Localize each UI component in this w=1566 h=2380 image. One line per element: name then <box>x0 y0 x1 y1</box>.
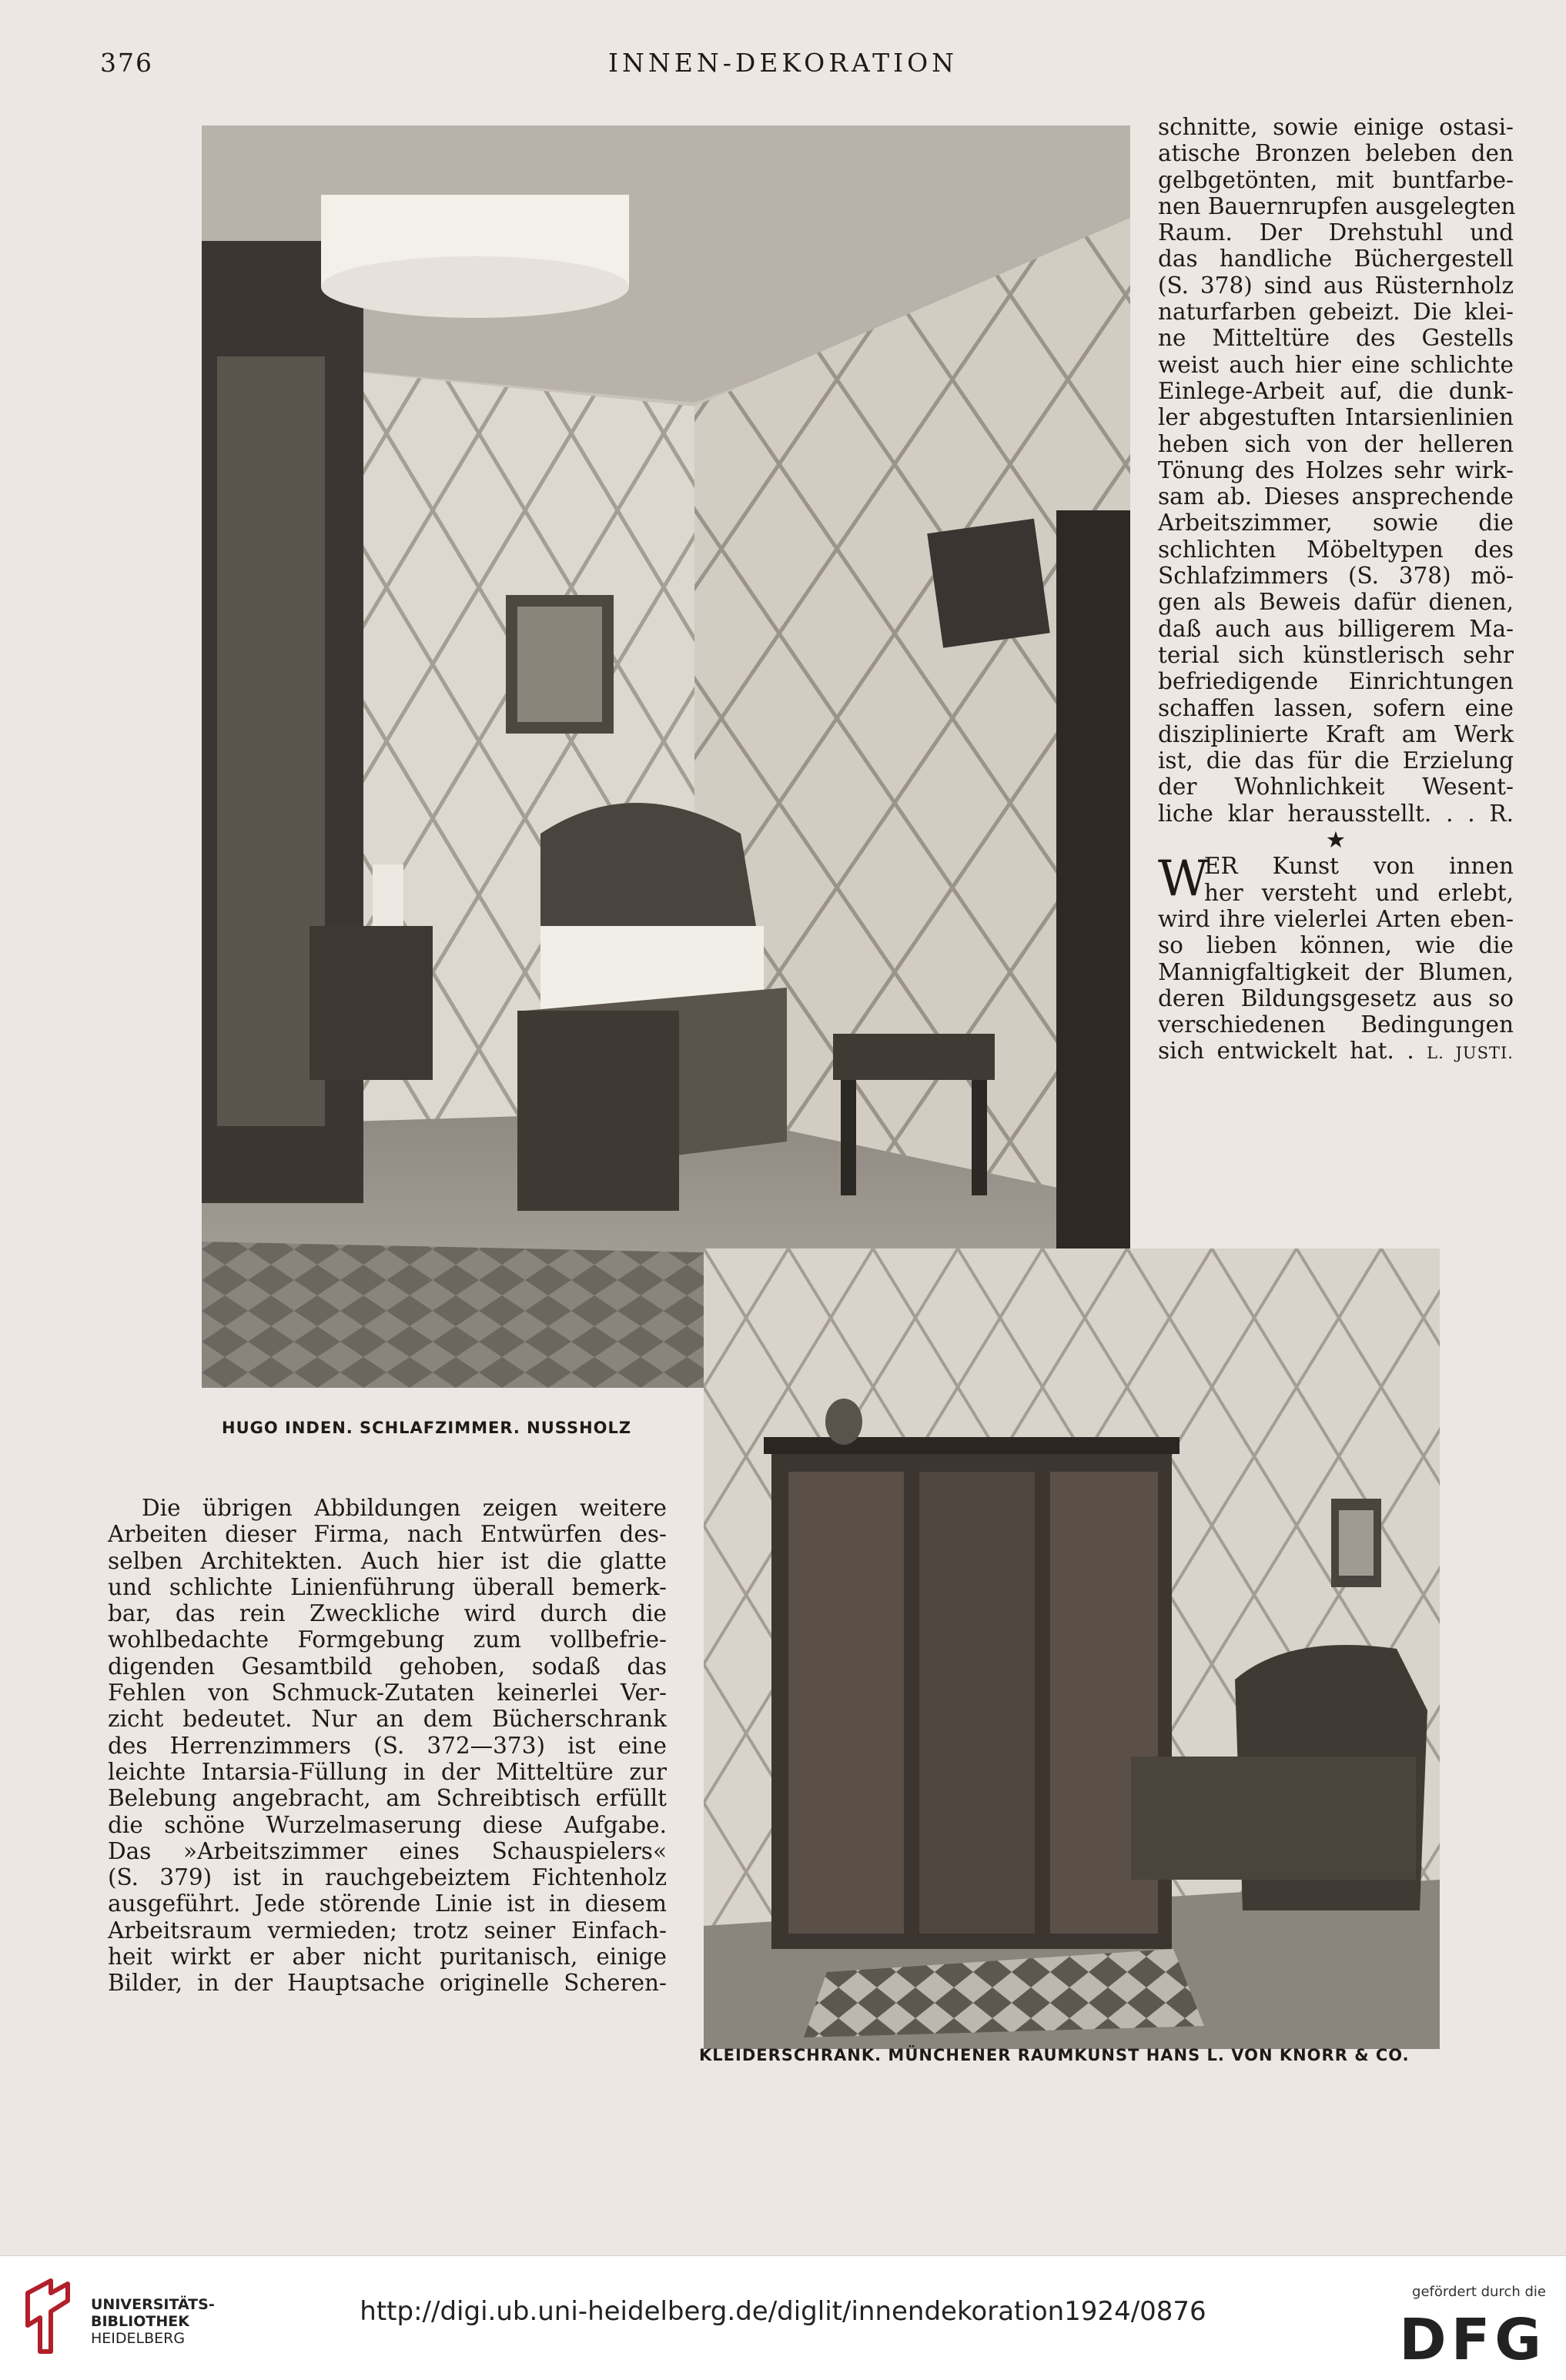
text-line: wird ihre vielerlei Arten eben- <box>1158 905 1514 932</box>
text-line: Mannigfaltigkeit der Blumen, <box>1158 958 1514 985</box>
text-line: ne Mitteltüre des Gestells <box>1158 325 1514 352</box>
text-line: Arbeitsraum vermieden; trotz seiner Einfach- <box>108 1917 667 1944</box>
text-line: Arbeitszimmer, sowie die <box>1158 510 1514 537</box>
text-line: ler abgestuften Intarsienlinien <box>1158 404 1514 431</box>
text-line: Fehlen von Schmuck-Zutaten keinerlei Ver- <box>108 1680 667 1706</box>
page-number: 376 <box>100 48 153 78</box>
drop-cap: W <box>1158 851 1209 908</box>
funding-label: gefördert durch die <box>1412 2284 1546 2300</box>
quote-signature: L. JUSTI. <box>1427 1044 1514 1063</box>
running-title: INNEN-DEKORATION <box>607 48 959 78</box>
text-line: nen Bauernrupfen ausgelegten <box>1158 192 1516 219</box>
text-line: gen als Beweis dafür dienen, <box>1158 589 1514 616</box>
text-line: schlichten Möbeltypen des <box>1158 536 1514 563</box>
text-line: daß auch aus billigerem Ma- <box>1158 615 1514 642</box>
text-line: schaffen lassen, sofern eine <box>1158 694 1514 721</box>
wardrobe-caption: KLEIDERSCHRANK. MÜNCHENER RAUMKUNST HANS L. VON KNORR & CO. <box>699 2046 1410 2064</box>
university-name-line: HEIDELBERG <box>91 2330 186 2347</box>
text-line: disziplinierte Kraft am Werk <box>1158 720 1514 747</box>
text-line: deren Bildungsgesetz aus so <box>1158 984 1514 1011</box>
text-line: Arbeiten dieser Firma, nach Entwürfen des- <box>108 1521 667 1548</box>
text-line: naturfarben gebeizt. Die klei- <box>1158 299 1514 326</box>
text-line: digenden Gesamtbild gehoben, sodaß das <box>108 1653 667 1680</box>
text-line: liche klar herausstellt. . . R. <box>1158 800 1514 827</box>
viewer-footer <box>0 2255 1566 2380</box>
left-text-column <box>108 1495 667 1997</box>
university-name-line: UNIVERSITÄTS- <box>91 2296 215 2313</box>
text-line: (S. 378) sind aus Rüsternholz <box>1158 272 1514 299</box>
text-line: und schlichte Linienführung überall bemerk- <box>108 1573 667 1600</box>
text-line: Raum. Der Drehstuhl und <box>1158 219 1514 246</box>
quote-last-line: sich entwickelt hat. . <box>1158 1038 1414 1065</box>
text-line: terial sich künstlerisch sehr <box>1158 641 1514 668</box>
text-line: heit wirkt er aber nicht puritanisch, einige <box>108 1944 667 1971</box>
text-line: selben Architekten. Auch hier ist die glatte <box>108 1547 667 1574</box>
text-line: Tönung des Holzes sehr wirk- <box>1158 456 1514 483</box>
text-line: verschiedenen Bedingungen <box>1158 1011 1514 1038</box>
text-line: die schöne Wurzelmaserung diese Aufgabe. <box>108 1811 667 1838</box>
dfg-logo: DFG <box>1399 2307 1546 2373</box>
text-line: schnitte, sowie einige ostasi- <box>1158 114 1514 140</box>
text-line: atische Bronzen beleben den <box>1158 140 1514 167</box>
text-line: wohlbedachte Formgebung zum vollbefrie- <box>108 1626 667 1653</box>
text-line: ist, die das für die Erzielung <box>1158 747 1514 774</box>
text-line: Schlafzimmers (S. 378) mö- <box>1158 563 1514 590</box>
text-line: Einlege-Arbeit auf, die dunk- <box>1158 377 1514 404</box>
source-url-link[interactable]: http://digi.ub.uni-heidelberg.de/diglit/innendekoration1924/0876 <box>360 2296 1206 2327</box>
right-text-column <box>1158 114 1514 1065</box>
bedroom-caption: HUGO INDEN. SCHLAFZIMMER. NUSSHOLZ <box>222 1419 632 1437</box>
text-line: sam ab. Dieses ansprechende <box>1158 483 1514 510</box>
star-separator: ★ <box>1325 827 1347 854</box>
text-line: befriedigende Einrichtungen <box>1158 668 1514 695</box>
text-line: das handliche Büchergestell <box>1158 246 1514 272</box>
wardrobe-photo <box>704 1248 1440 2049</box>
text-line: ausgeführt. Jede störende Linie ist in diesem <box>108 1890 667 1917</box>
text-line: heben sich von der helleren <box>1158 430 1514 457</box>
text-line: Bilder, in der Hauptsache originelle Scheren- <box>108 1970 667 1997</box>
bedroom-photo <box>202 125 1130 1388</box>
text-line: Belebung angebracht, am Schreibtisch erfüllt <box>108 1785 667 1812</box>
text-line: her versteht und erlebt, <box>1204 879 1514 906</box>
university-name-line: BIBLIOTHEK <box>91 2313 189 2330</box>
text-line <box>1158 1038 1514 1064</box>
text-line: der Wohnlichkeit Wesent- <box>1158 774 1514 801</box>
text-line: Das »Arbeitszimmer eines Schauspielers« <box>108 1837 667 1864</box>
text-line: des Herrenzimmers (S. 372—373) ist eine <box>108 1732 667 1759</box>
text-line: Die übrigen Abbildungen zeigen weitere <box>142 1495 667 1521</box>
text-line: leichte Intarsia-Füllung in der Mitteltüre zur <box>108 1758 667 1785</box>
text-line: ER Kunst von innen <box>1204 853 1514 880</box>
text-line: weist auch hier eine schlichte <box>1158 351 1514 378</box>
text-line: gelbgetönten, mit buntfarbe- <box>1158 166 1514 193</box>
quote-block <box>1158 853 1514 906</box>
text-line: (S. 379) ist in rauchgebeiztem Fichtenholz <box>108 1864 667 1891</box>
text-line: bar, das rein Zweckliche wird durch die <box>108 1600 667 1627</box>
text-line: so lieben können, wie die <box>1158 932 1514 959</box>
text-line: zicht bedeutet. Nur an dem Bücherschrank <box>108 1706 667 1733</box>
